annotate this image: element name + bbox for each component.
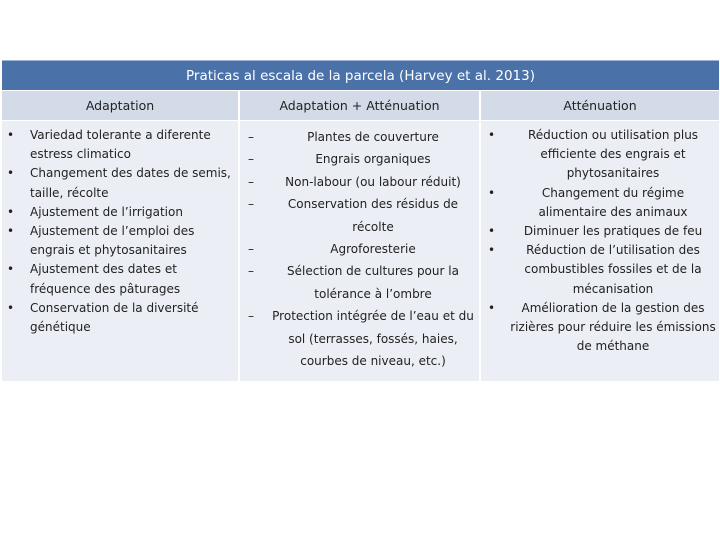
list-item bbox=[481, 299, 717, 357]
list-item-text: Diminuer les pratiques de feu bbox=[523, 224, 703, 239]
list-item bbox=[240, 171, 476, 193]
list-item-text: Agroforesterie bbox=[330, 242, 416, 257]
list-item-text: Changement du régime alimentaire des animaux bbox=[538, 185, 688, 219]
list-item-text: Réduction ou utilisation plus efficiente des engrais et phytosanitaires bbox=[527, 128, 699, 181]
dash-icon: – bbox=[248, 309, 254, 324]
list-item-text: Plantes de couverture bbox=[307, 130, 439, 144]
dash-icon: – bbox=[248, 152, 254, 167]
bullet-icon: • bbox=[7, 300, 15, 315]
bullet-icon: • bbox=[7, 166, 15, 181]
list-item bbox=[2, 260, 234, 298]
list-item-text: Réduction de l’utilisation des combustibles fossiles et de la mécanisation bbox=[524, 243, 702, 296]
table-body-row bbox=[2, 121, 719, 381]
attenuation-cell bbox=[481, 121, 719, 381]
table-title: Praticas al escala de la parcela (Harvey et al. 2013) bbox=[2, 60, 719, 90]
bullet-icon: • bbox=[7, 224, 15, 239]
list-item bbox=[240, 193, 476, 238]
bullet-icon: • bbox=[488, 128, 496, 142]
list-item bbox=[240, 148, 476, 170]
list-item-text: Changement des dates de semis, taille, récolte bbox=[30, 166, 231, 200]
attenuation-list bbox=[481, 126, 717, 356]
list-item bbox=[240, 260, 476, 305]
list-item bbox=[240, 238, 476, 260]
list-item bbox=[2, 126, 234, 164]
dash-icon: – bbox=[248, 130, 254, 144]
list-item-text: Conservation de la diversité génétique bbox=[30, 300, 199, 335]
list-item-text: Ajustement des dates et fréquence des pâturages bbox=[30, 262, 181, 296]
dash-icon: – bbox=[248, 264, 254, 279]
bullet-icon: • bbox=[488, 300, 496, 315]
table-header-row bbox=[2, 91, 719, 120]
adaptation-list bbox=[2, 126, 234, 337]
list-item-text: Amélioration de la gestion des rizières pour réduire les émissions de méthane bbox=[510, 300, 716, 354]
list-item-text: Ajustement de l’irrigation bbox=[30, 204, 183, 219]
adaptation-cell bbox=[2, 121, 238, 381]
bullet-icon: • bbox=[488, 243, 496, 258]
adaptation-attenuation-cell bbox=[240, 121, 479, 381]
list-item-text: Protection intégrée de l’eau et du sol (terrasses, fossés, haies, courbes de niveau, etc.) bbox=[272, 309, 474, 369]
list-item-text: Non-labour (ou labour réduit) bbox=[285, 174, 461, 189]
list-item bbox=[481, 184, 717, 222]
list-item bbox=[240, 305, 476, 372]
dash-icon: – bbox=[248, 174, 254, 189]
header-attenuation: Atténuation bbox=[481, 91, 719, 120]
bullet-icon: • bbox=[7, 128, 15, 142]
list-item bbox=[2, 164, 234, 202]
list-item-text: Conservation des résidus de récolte bbox=[287, 197, 459, 234]
header-adaptation-attenuation: Adaptation + Atténuation bbox=[240, 91, 479, 120]
header-adaptation: Adaptation bbox=[2, 91, 238, 120]
list-item-text: Engrais organiques bbox=[315, 152, 431, 167]
list-item bbox=[2, 203, 234, 222]
list-item-text: Ajustement de l’emploi des engrais et phytosanitaires bbox=[30, 224, 195, 258]
bullet-icon: • bbox=[7, 204, 15, 219]
dash-icon: – bbox=[248, 242, 254, 257]
list-item bbox=[481, 126, 717, 184]
adaptation-attenuation-list bbox=[240, 126, 476, 372]
list-item bbox=[481, 222, 717, 241]
list-item-text: Variedad tolerante a diferente estress climatico bbox=[30, 128, 211, 162]
list-item bbox=[481, 241, 717, 299]
list-item-text: Sélection de cultures pour la tolérance à l’ombre bbox=[287, 264, 459, 301]
list-item bbox=[2, 222, 234, 260]
bullet-icon: • bbox=[7, 262, 15, 277]
list-item bbox=[240, 126, 476, 148]
bullet-icon: • bbox=[488, 185, 496, 200]
list-item bbox=[2, 299, 234, 337]
bullet-icon: • bbox=[488, 224, 496, 239]
dash-icon: – bbox=[248, 197, 254, 212]
